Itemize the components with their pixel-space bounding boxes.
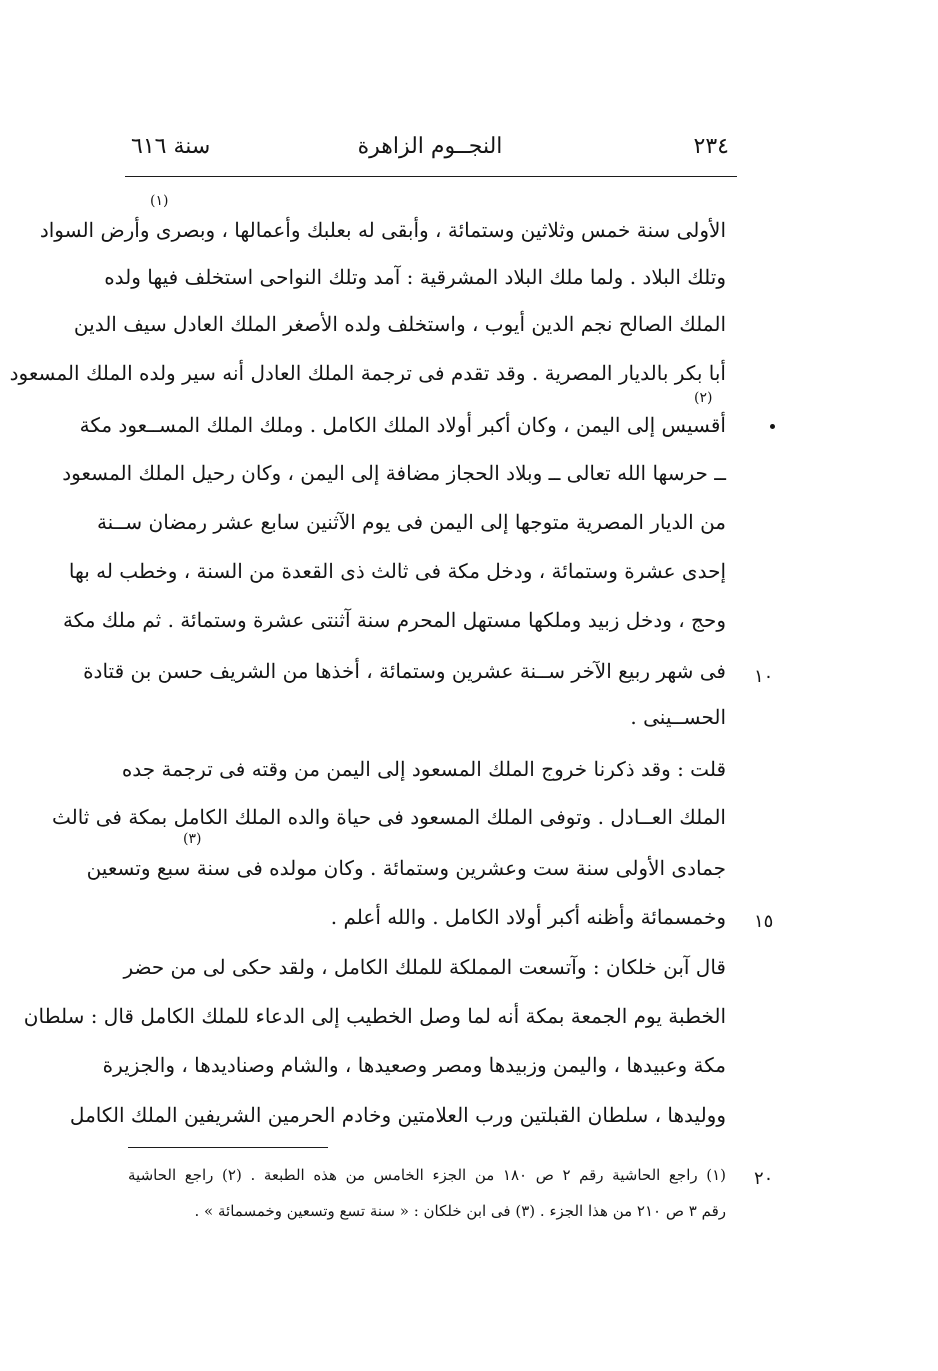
margin-bullet xyxy=(770,424,775,429)
text-line: الخطبة يوم الجمعة بمكة أنه لما وصل الخطيب إلى الدعاء للملك الكامل قال : سلطان xyxy=(23,1004,726,1028)
footnote-mark: (١) xyxy=(150,193,169,209)
book-title: النجــوم الزاهرة xyxy=(357,134,503,159)
text-line: ووليدها ، سلطان القبلتين ورب العلامتين وخادم الحرمين الشريفين الملك الكامل xyxy=(69,1103,726,1127)
footnote-line: رقم ٣ ص ٢١٠ من هذا الجزء . (٣) فى ابن خلكان : « سنة تسع وتسعين وخمسمائة » . xyxy=(194,1202,726,1220)
running-header xyxy=(125,128,735,172)
footnote-line: (١) راجع الحاشية رقم ٢ ص ١٨٠ من الجزء الخامس من هذه الطبعة . (٢) راجع الحاشية xyxy=(128,1166,727,1184)
text-line: مكة وعبيدها ، واليمن وزبيدها ومصر وصعيدها ، والشام وصناديدها ، والجزيرة xyxy=(102,1053,726,1077)
text-line: أبا بكر بالديار المصرية . وقد تقدم فى ترجمة الملك العادل أنه سير ولده الملك المسعود xyxy=(9,361,726,385)
text-line: من الديار المصرية متوجها إلى اليمن فى يوم الآثنين سابع عشر رمضان ســنة xyxy=(96,510,726,534)
text-line: الأولى سنة خمس وثلاثين وستمائة ، وأبقى له بعلبك وأعمالها ، وبصرى وأرض السواد xyxy=(39,218,726,242)
text-line: جمادى الأولى سنة ست وعشرين وستمائة . وكان مولده فى سنة سبع وتسعين xyxy=(86,856,726,880)
header-divider xyxy=(125,176,737,177)
line-number: ٢٠ xyxy=(754,1168,774,1189)
text-line: وحج ، ودخل زبيد وملكها مستهل المحرم سنة آثنتى عشرة وستمائة . ثم ملك مكة xyxy=(62,608,726,632)
text-line: إحدى عشرة وستمائة ، ودخل مكة فى ثالث ذى القعدة من السنة ، وخطب له بها xyxy=(68,559,726,583)
text-line: الحســينى . xyxy=(630,705,726,729)
footnote-mark: (٣) xyxy=(183,831,202,847)
year-label: سنة ٦١٦ xyxy=(131,134,211,159)
text-line: وخمسمائة وأظنه أكبر أولاد الكامل . والله أعلم . xyxy=(330,905,726,929)
text-line: الملك العــادل . وتوفى الملك المسعود فى حياة والده الملك الكامل بمكة فى ثالث xyxy=(51,805,726,829)
text-line: وتلك البلاد . ولما ملك البلاد المشرقية : آمد وتلك النواحى استخلف فيها ولده xyxy=(104,265,726,289)
text-line: فى شهر ربيع الآخر ســنة عشرين وستمائة ، أخذها من الشريف حسن بن قتادة xyxy=(83,659,726,683)
page-number: ٢٣٤ xyxy=(693,134,729,159)
text-line: ــ حرسها الله تعالى ــ وبلاد الحجاز مضافة إلى اليمن ، وكان رحيل الملك المسعود xyxy=(62,461,726,485)
footnote-divider xyxy=(128,1147,328,1148)
text-line: أقسيس إلى اليمن ، وكان أكبر أولاد الملك الكامل . وملك الملك المســعود مكة xyxy=(79,413,726,437)
text-line: الملك الصالح نجم الدين أيوب ، واستخلف ولده الأصغر الملك العادل سيف الدين xyxy=(73,312,726,336)
text-line: قلت : وقد ذكرنا خروج الملك المسعود إلى اليمن من وقته فى ترجمة جده xyxy=(121,757,726,781)
line-number: ١٠ xyxy=(754,666,774,687)
line-number: ١٥ xyxy=(754,911,774,932)
footnote-mark: (٢) xyxy=(694,390,713,406)
text-line: قال آبن خلكان : وآتسعت المملكة للملك الكامل ، ولقد حكى لى من حضر xyxy=(123,955,726,979)
